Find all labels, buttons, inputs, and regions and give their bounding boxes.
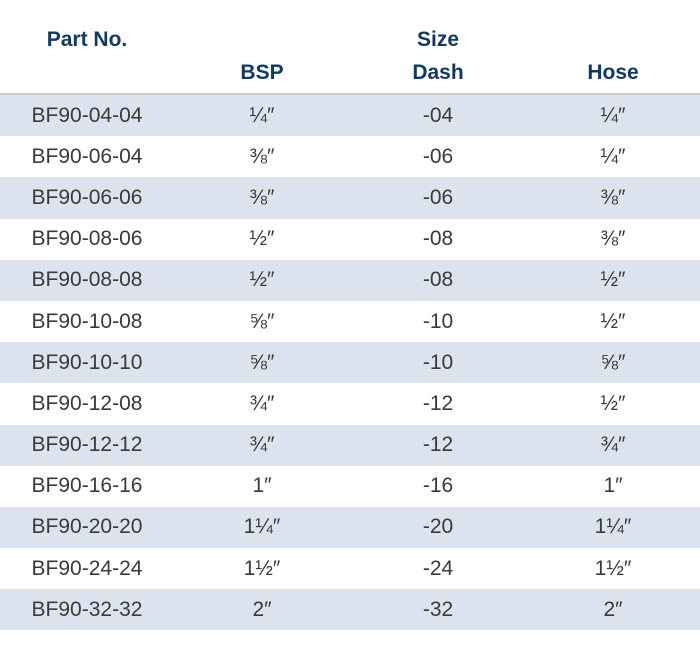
header-part-no: Part No. — [46, 28, 128, 51]
cell-part-no: BF90-06-04 — [31, 144, 143, 168]
header-hose: Hose — [587, 61, 639, 84]
table-row — [0, 301, 700, 342]
table-row — [0, 219, 700, 260]
cell-hose: ⅜″ — [600, 185, 626, 209]
cell-bsp: 1½″ — [243, 556, 281, 580]
cell-hose: ⅝″ — [600, 350, 626, 374]
cell-dash: -24 — [422, 556, 454, 580]
table-row — [0, 342, 700, 383]
cell-dash: -16 — [422, 474, 454, 498]
cell-part-no: BF90-20-20 — [31, 515, 143, 539]
table-row — [0, 136, 700, 177]
cell-dash: -06 — [422, 185, 454, 209]
table-row — [0, 260, 700, 301]
table-header — [0, 0, 700, 96]
header-dash: Dash — [412, 61, 464, 84]
header-bsp: BSP — [240, 61, 284, 84]
cell-part-no: BF90-08-08 — [31, 268, 143, 292]
table-row — [0, 177, 700, 218]
cell-dash: -10 — [422, 350, 454, 374]
cell-bsp: 1¼″ — [243, 515, 281, 539]
table-row — [0, 383, 700, 424]
header-size: Size — [416, 28, 460, 51]
cell-dash: -08 — [422, 227, 454, 251]
table-row — [0, 466, 700, 507]
cell-dash: -32 — [422, 597, 454, 621]
table-row — [0, 548, 700, 589]
cell-bsp: ⅝″ — [249, 350, 275, 374]
cell-hose: 2″ — [603, 597, 623, 621]
cell-bsp: ¾″ — [249, 433, 275, 457]
cell-bsp: ½″ — [249, 227, 275, 251]
cell-hose: 1¼″ — [594, 515, 632, 539]
cell-dash: -04 — [422, 103, 454, 127]
cell-part-no: BF90-10-10 — [31, 350, 143, 374]
cell-part-no: BF90-12-12 — [31, 433, 143, 457]
cell-hose: ½″ — [600, 391, 626, 415]
cell-part-no: BF90-08-06 — [31, 227, 143, 251]
cell-hose: 1″ — [603, 474, 623, 498]
cell-bsp: ⅜″ — [249, 185, 275, 209]
table-row — [0, 425, 700, 466]
cell-part-no: BF90-04-04 — [31, 103, 143, 127]
cell-bsp: ⅝″ — [249, 309, 275, 333]
cell-part-no: BF90-12-08 — [31, 391, 143, 415]
cell-part-no: BF90-24-24 — [31, 556, 143, 580]
cell-hose: ⅜″ — [600, 227, 626, 251]
cell-part-no: BF90-10-08 — [31, 309, 143, 333]
table-row — [0, 589, 700, 630]
cell-bsp: 2″ — [252, 597, 272, 621]
table-body — [0, 95, 700, 630]
cell-part-no: BF90-16-16 — [31, 474, 143, 498]
cell-hose: ¼″ — [600, 103, 626, 127]
cell-dash: -12 — [422, 433, 454, 457]
cell-dash: -10 — [422, 309, 454, 333]
cell-bsp: 1″ — [252, 474, 272, 498]
cell-bsp: ½″ — [249, 268, 275, 292]
cell-hose: 1½″ — [594, 556, 632, 580]
table-row — [0, 507, 700, 548]
cell-dash: -08 — [422, 268, 454, 292]
cell-hose: ¼″ — [600, 144, 626, 168]
cell-part-no: BF90-32-32 — [31, 597, 143, 621]
cell-bsp: ¾″ — [249, 391, 275, 415]
cell-part-no: BF90-06-06 — [31, 185, 143, 209]
cell-bsp: ¼″ — [249, 103, 275, 127]
cell-hose: ½″ — [600, 309, 626, 333]
table-row — [0, 95, 700, 136]
cell-bsp: ⅜″ — [249, 144, 275, 168]
cell-dash: -06 — [422, 144, 454, 168]
cell-dash: -12 — [422, 391, 454, 415]
cell-hose: ¾″ — [600, 433, 626, 457]
cell-dash: -20 — [422, 515, 454, 539]
cell-hose: ½″ — [600, 268, 626, 292]
